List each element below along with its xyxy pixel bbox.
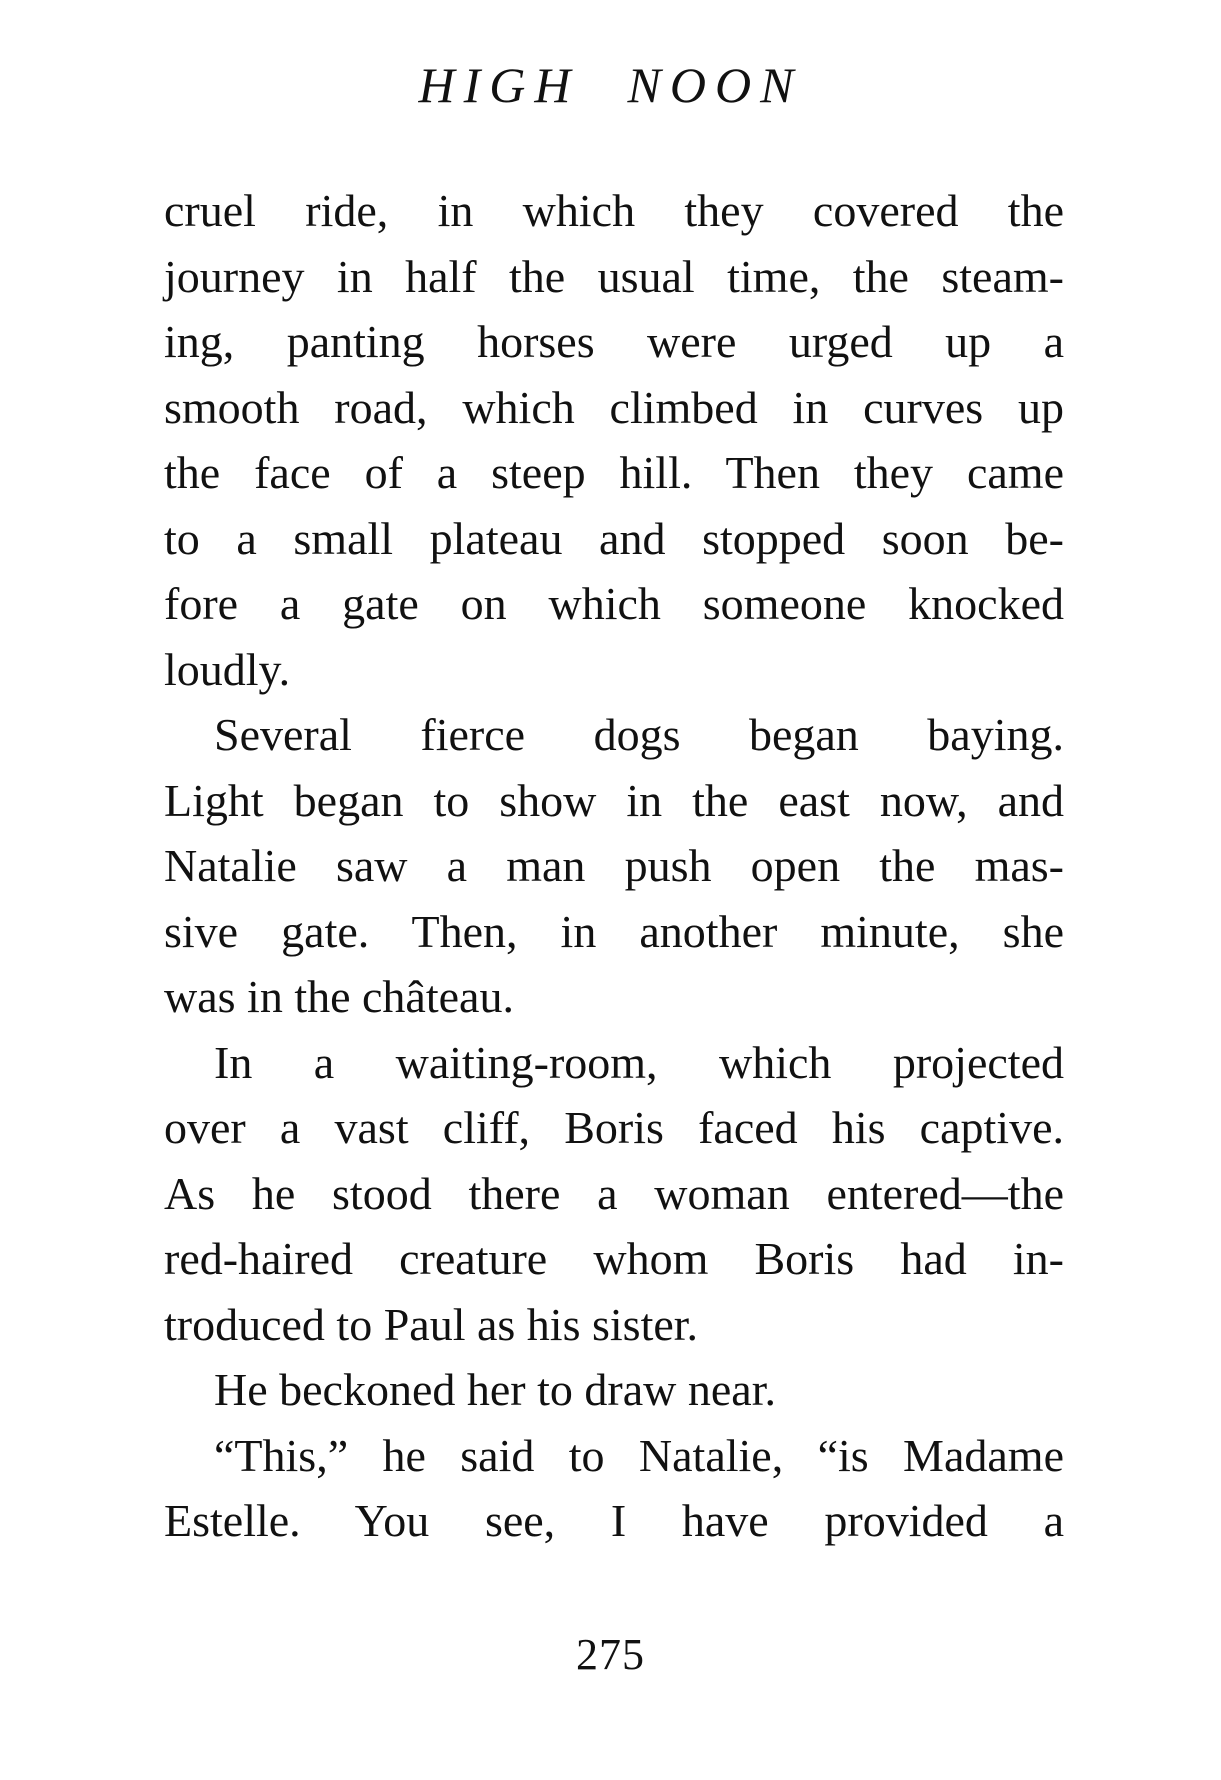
text-line: Several fierce dogs began baying.	[214, 709, 1064, 760]
text-line: sive gate. Then, in another minute, she	[164, 905, 1064, 957]
text-line: journey in half the usual time, the steam-	[164, 250, 1064, 302]
paragraph	[164, 702, 1064, 1030]
text-line: to a small plateau and stopped soon be-	[164, 512, 1064, 564]
running-head	[0, 55, 1221, 115]
paragraph	[164, 1030, 1064, 1358]
text-line: smooth road, which climbed in curves up	[164, 381, 1064, 433]
page-number: 275	[576, 1630, 645, 1679]
text-line: Natalie saw a man push open the mas-	[164, 840, 1064, 891]
text-line: cruel ride, in which they covered the	[164, 185, 1064, 236]
paragraph	[164, 178, 1064, 702]
text-line: Estelle. You see, I have provided a	[164, 1495, 1064, 1546]
text-line: As he stood there a woman entered—the	[164, 1167, 1064, 1219]
paragraph	[164, 1357, 1064, 1423]
text-line: the face of a steep hill. Then they came	[164, 447, 1064, 498]
text-line: “This,” he said to Natalie, “is Madame	[214, 1429, 1064, 1481]
running-head-word: NOON	[627, 57, 803, 113]
text-line: In a waiting-room, which projected	[214, 1036, 1064, 1088]
text-line: fore a gate on which someone knocked	[164, 578, 1064, 629]
text-line: troduced to Paul as his sister.	[164, 1298, 699, 1350]
text-line: He beckoned her to draw near.	[214, 1364, 776, 1415]
text-line: ing, panting horses were urged up a	[164, 316, 1064, 367]
text-line: loudly.	[164, 643, 291, 695]
text-line: over a vast cliff, Boris faced his captive.	[164, 1102, 1064, 1153]
text-line: was in the château.	[164, 971, 514, 1022]
paragraph	[164, 1423, 1064, 1554]
running-head-word: HIGH	[418, 57, 580, 113]
text-line: Light began to show in the east now, and	[164, 774, 1064, 826]
body-text	[164, 178, 1064, 1554]
text-line: red-haired creature whom Boris had in-	[164, 1233, 1064, 1284]
